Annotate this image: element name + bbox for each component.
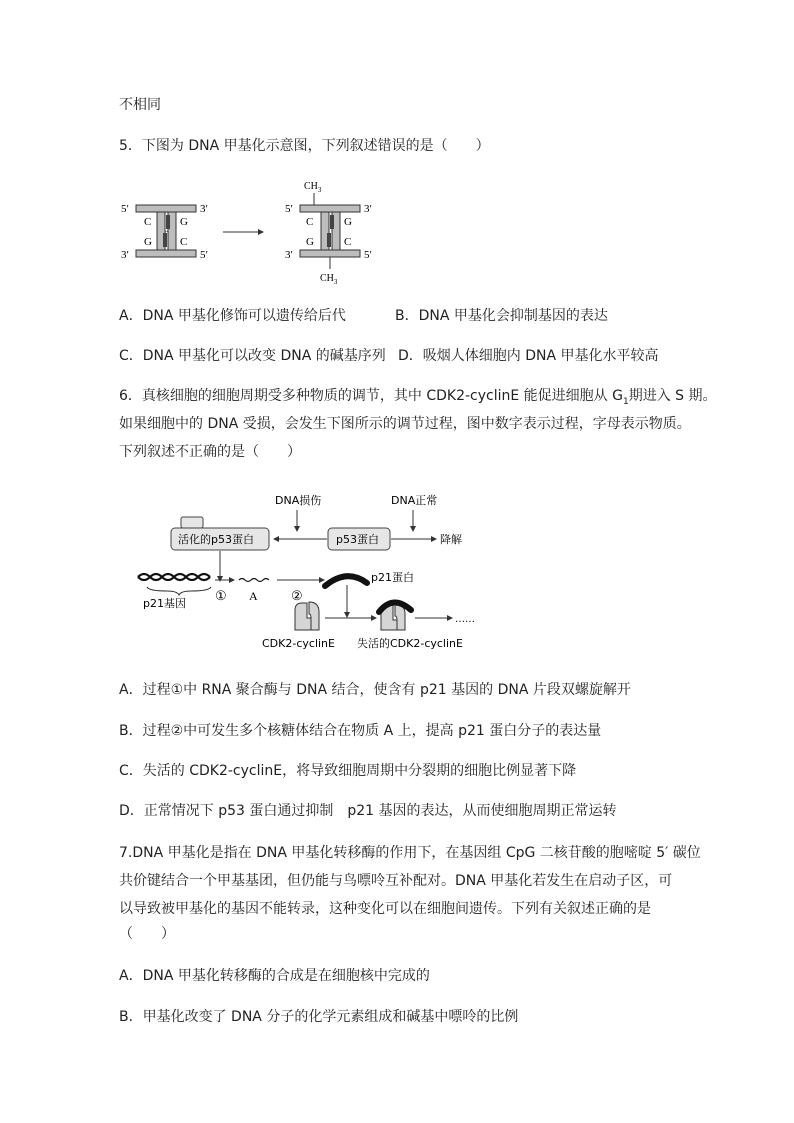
label-dna-normal: DNA正常 bbox=[391, 494, 438, 507]
base-c: C bbox=[306, 216, 314, 228]
transform-arrow bbox=[223, 229, 264, 235]
label-degrade: 降解 bbox=[440, 533, 462, 546]
base-g: G bbox=[180, 216, 188, 228]
label-step-2: ② bbox=[291, 588, 303, 603]
label-5-prime-bottom-right: 5′ bbox=[200, 249, 208, 261]
label-3-prime: 3′ bbox=[364, 203, 372, 215]
base-c: C bbox=[180, 236, 188, 248]
label-inactive-cdk2-cyclin: 失活的CDK2-cyclinE bbox=[357, 637, 463, 650]
label-substance-a: A bbox=[249, 589, 258, 603]
p53-regulation-figure bbox=[135, 490, 485, 655]
dna-methylation-figure bbox=[118, 175, 388, 287]
q6-stem-line-3: 下列叙述不正确的是（ ） bbox=[119, 444, 301, 460]
unmethylated-dna bbox=[121, 203, 208, 261]
label-5-prime: 5′ bbox=[364, 249, 372, 261]
q6-stem-line-2: 如果细胞中的 DNA 受损，会发生下图所示的调节过程，图中数字表示过程，字母表示物质。 bbox=[119, 416, 691, 432]
inactive-cdk2-cyclin-shape bbox=[379, 602, 411, 630]
q5-option-d: D．吸烟人体细胞内 DNA 甲基化水平较高 bbox=[398, 348, 659, 364]
base-g: G bbox=[144, 236, 152, 248]
base-g: G bbox=[344, 216, 352, 228]
label-p53: p53蛋白 bbox=[336, 533, 379, 546]
methylated-dna bbox=[285, 181, 372, 286]
activation-tag bbox=[181, 517, 203, 528]
label-3-prime: 3′ bbox=[285, 249, 293, 261]
q5-option-b: B．DNA 甲基化会抑制基因的表达 bbox=[395, 308, 608, 324]
q7-option-b: B．甲基化改变了 DNA 分子的化学元素组成和碱基中嘌呤的比例 bbox=[119, 1009, 519, 1025]
q6-option-b: B．过程②中可发生多个核糖体结合在物质 A 上，提高 p21 蛋白分子的表达量 bbox=[119, 723, 602, 739]
q7-stem-line-2: 共价键结合一个甲基基团，但仍能与鸟嘌呤互补配对。DNA 甲基化若发生在启动子区，可 bbox=[119, 873, 673, 889]
q5-stem: 5．下图为 DNA 甲基化示意图，下列叙述错误的是（ ） bbox=[119, 138, 490, 154]
q7-option-a: A．DNA 甲基化转移酶的合成是在细胞核中完成的 bbox=[119, 968, 430, 984]
label-ellipsis: …… bbox=[455, 614, 475, 625]
q6-option-c: C．失活的 CDK2-cyclinE，将导致细胞周期中分裂期的细胞比例显著下降 bbox=[119, 763, 577, 779]
q7-stem-line-3: 以导致被甲基化的基因不能转录，这种变化可以在细胞间遗传。下列有关叙述正确的是 bbox=[119, 901, 651, 917]
q5-option-a: A．DNA 甲基化修饰可以遗传给后代 bbox=[119, 308, 346, 324]
label-activated-p53: 活化的p53蛋白 bbox=[178, 533, 254, 546]
base-c: C bbox=[144, 216, 152, 228]
methyl-group-top: $CH_3$ bbox=[304, 181, 322, 194]
label-cdk2-cyclin: CDK2-cyclinE bbox=[262, 637, 335, 650]
label-dna-damage: DNA损伤 bbox=[275, 494, 322, 507]
methyl-group-bottom: $CH_3$ bbox=[320, 273, 338, 286]
label-p21-protein: p21蛋白 bbox=[371, 571, 414, 584]
q6-option-d: D．正常情况下 p53 蛋白通过抑制 p21 基因的表达，从而使细胞周期正常运转 bbox=[119, 803, 617, 819]
q6-option-a: A．过程①中 RNA 聚合酶与 DNA 结合，使含有 p21 基因的 DNA 片段双螺旋解开 bbox=[119, 682, 631, 698]
q7-stem-line-4: （ ） bbox=[119, 926, 175, 942]
label-p21-gene: p21基因 bbox=[143, 597, 186, 610]
q5-option-c: C．DNA 甲基化可以改变 DNA 的碱基序列 bbox=[119, 348, 386, 364]
label-3-prime-top-right: 3′ bbox=[200, 203, 208, 215]
label-5-prime: 5′ bbox=[285, 203, 293, 215]
base-g: G bbox=[306, 236, 314, 248]
continued-text: 不相同 bbox=[119, 97, 161, 113]
q7-stem-line-1: 7.DNA 甲基化是指在 DNA 甲基化转移酶的作用下，在基因组 CpG 二核苷酸的胞嘧啶 5′ 碳位 bbox=[119, 845, 701, 861]
label-step-1: ① bbox=[215, 588, 227, 603]
cdk2-cyclin-shape bbox=[295, 602, 319, 630]
q6-stem-line-1: 6．真核细胞的细胞周期受多种物质的调节，其中 CDK2-cyclinE 能促进细胞从 $G_1$期进入 S 期。 bbox=[119, 388, 717, 407]
base-c: C bbox=[344, 236, 352, 248]
p21-protein-shape bbox=[325, 576, 367, 586]
label-5-prime-top-left: 5′ bbox=[121, 203, 129, 215]
label-3-prime-bottom-left: 3′ bbox=[121, 249, 129, 261]
mrna-strand bbox=[239, 579, 269, 582]
